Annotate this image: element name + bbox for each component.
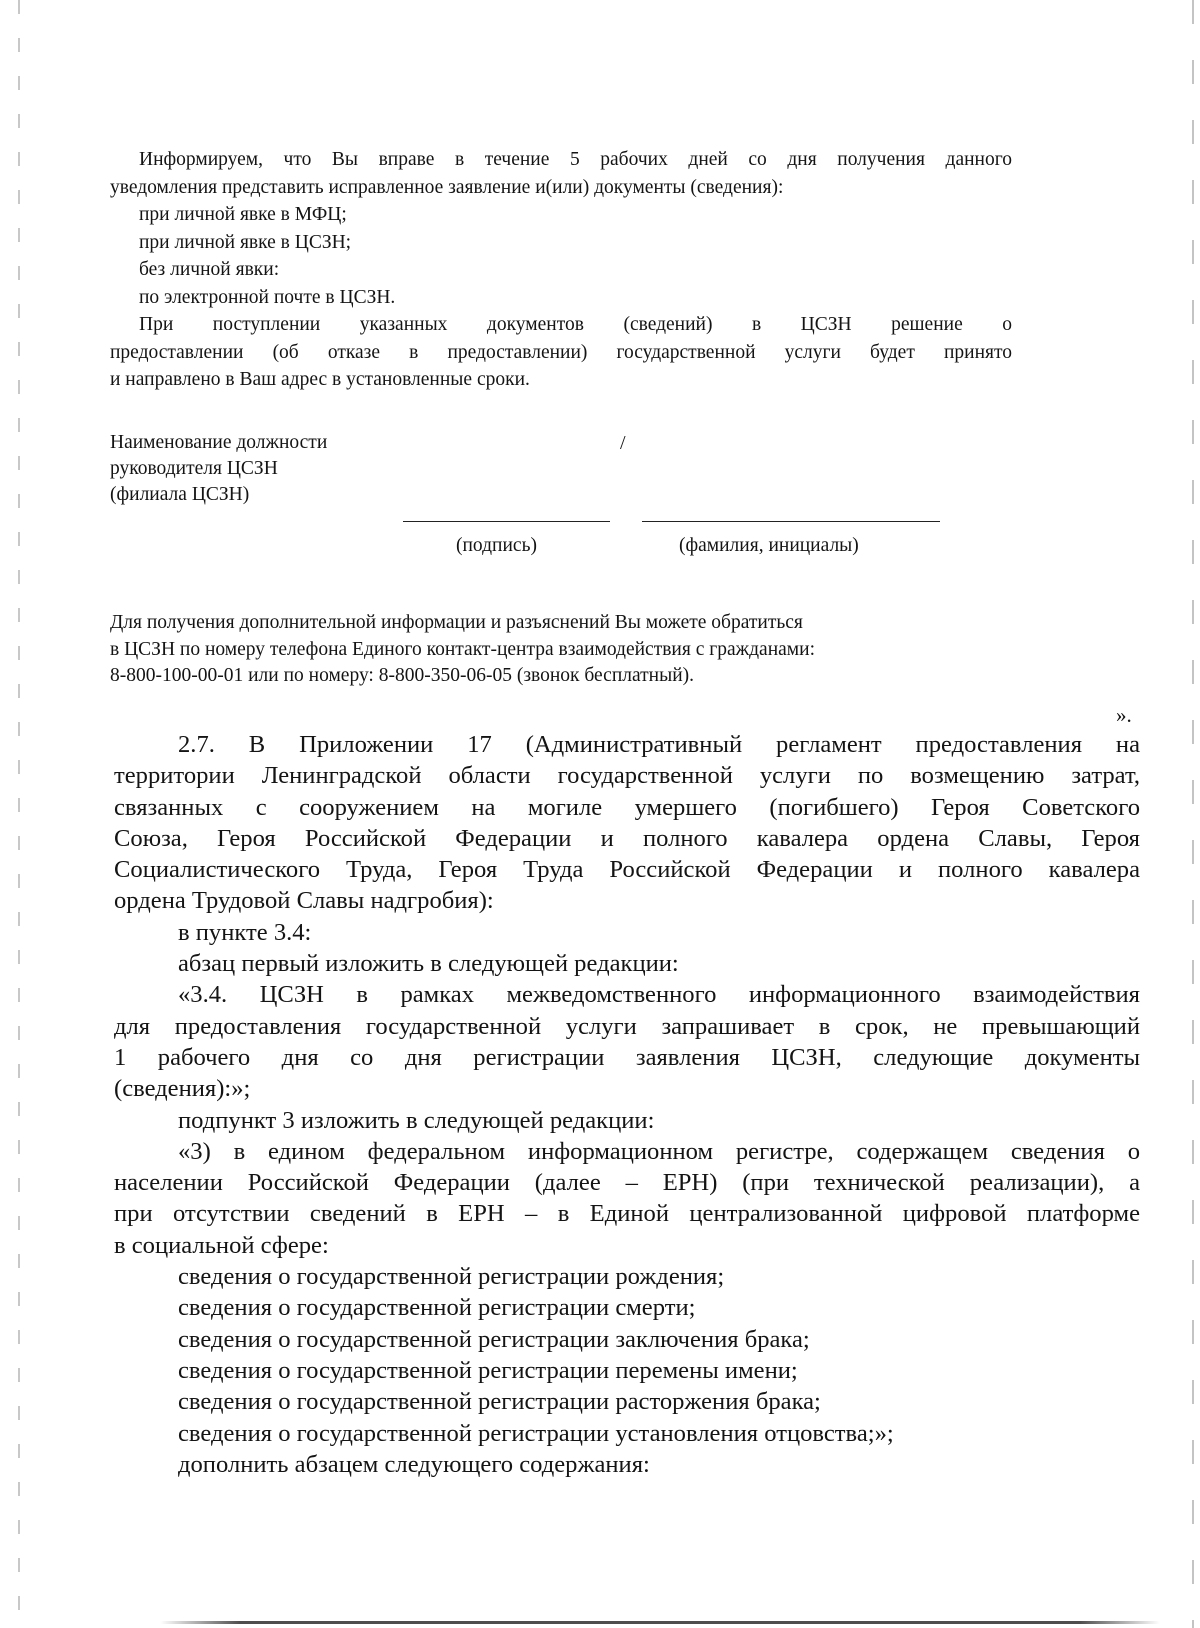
position-line: руководителя ЦСЗН	[110, 458, 278, 479]
main-line: «3.4. ЦСЗН в рамках межведомственного информационного взаимодействия	[178, 981, 1140, 1009]
signature-line	[403, 521, 610, 522]
info-block	[110, 610, 990, 690]
notice-line: и направлено в Ваш адрес в установленные сроки.	[110, 369, 530, 390]
notice-line: Информируем, что Вы вправе в течение 5 рабочих дней со дня получения данного	[139, 149, 1012, 170]
main-line: населении Российской Федерации (далее – ЕРН) (при технической реализации), а	[114, 1169, 1140, 1197]
list-item: сведения о государственной регистрации рождения;	[178, 1263, 725, 1291]
main-line: абзац первый изложить в следующей редакции:	[178, 950, 679, 978]
scan-edge-left	[18, 0, 20, 1628]
scan-edge-right	[1192, 0, 1194, 1628]
info-line: 8-800-100-00-01 или по номеру: 8-800-350-06-05 (звонок бесплатный).	[110, 665, 695, 686]
notice-item: без личной явки:	[139, 259, 280, 280]
notice-line: уведомления представить исправленное заявление и(или) документы (сведения):	[110, 176, 784, 198]
name-line	[642, 521, 940, 522]
notice-item: по электронной почте в ЦСЗН.	[139, 286, 396, 308]
main-line: в пункте 3.4:	[178, 918, 312, 946]
position-line: (филиала ЦСЗН)	[110, 484, 250, 505]
list-item: сведения о государственной регистрации установления отцовства;»;	[178, 1419, 894, 1447]
list-item: дополнить абзацем следующего содержания:	[178, 1450, 650, 1478]
main-line: в социальной сфере:	[114, 1231, 329, 1259]
notice-line: предоставлении (об отказе в предоставлении) государственной услуги будет принято	[110, 341, 1012, 363]
info-line: в ЦСЗН по номеру телефона Единого контакт-центра взаимодействия с гражданами:	[110, 638, 815, 660]
main-line: связанных с сооружением на могиле умершего (погибшего) Героя Советского	[114, 793, 1140, 821]
name-caption: (фамилия, инициалы)	[679, 535, 859, 556]
main-line: Социалистического Труда, Героя Труда Российской Федерации и полного кавалера	[114, 856, 1140, 884]
main-line: Союза, Героя Российской Федерации и полного кавалера ордена Славы, Героя	[114, 824, 1140, 852]
main-line: для предоставления государственной услуги запрашивает в срок, не превышающий	[114, 1012, 1140, 1040]
info-line: Для получения дополнительной информации и разъяснений Вы можете обратиться	[110, 612, 803, 633]
main-line: подпункт 3 изложить в следующей редакции:	[178, 1106, 655, 1134]
list-item: сведения о государственной регистрации смерти;	[178, 1294, 696, 1322]
main-line: 1 рабочего дня со дня регистрации заявления ЦСЗН, следующие документы	[114, 1043, 1140, 1071]
main-line: при отсутствии сведений в ЕРН – в Единой централизованной цифровой платформе	[114, 1200, 1140, 1228]
main-line: территории Ленинградской области государственной услуги по возмещению затрат,	[114, 762, 1140, 790]
main-line: ордена Трудовой Славы надгробия):	[114, 887, 494, 915]
signature-caption: (подпись)	[456, 535, 537, 556]
list-item: сведения о государственной регистрации перемены имени;	[178, 1356, 798, 1384]
signature-position	[110, 430, 327, 508]
closing-quote: ».	[1116, 703, 1132, 727]
list-item: сведения о государственной регистрации заключения брака;	[178, 1325, 810, 1353]
list-item: сведения о государственной регистрации расторжения брака;	[178, 1388, 821, 1416]
notice-item: при личной явке в ЦСЗН;	[139, 231, 352, 253]
position-line: Наименование должности	[110, 432, 328, 453]
main-line: (сведения):»;	[114, 1075, 251, 1103]
signature-slash: /	[620, 432, 626, 454]
scan-edge-bottom	[160, 1621, 1160, 1624]
notice-block	[110, 146, 1012, 394]
main-line: 2.7. В Приложении 17 (Административный регламент предоставления на	[178, 731, 1140, 758]
notice-line: При поступлении указанных документов (сведений) в ЦСЗН решение о	[139, 314, 1012, 335]
notice-item: при личной явке в МФЦ;	[139, 204, 347, 225]
main-text	[114, 729, 1140, 1480]
main-line: «3) в едином федеральном информационном регистре, содержащем сведения о	[178, 1137, 1140, 1165]
